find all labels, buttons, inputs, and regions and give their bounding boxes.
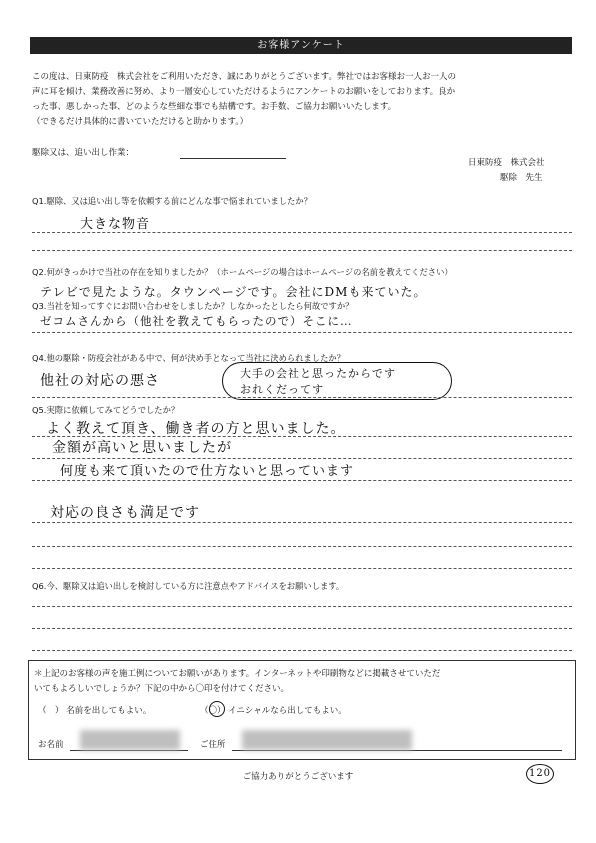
q5-line-4 <box>32 522 572 523</box>
q5-answer-1: よく教えて頂き、働き者の方と思いました。 <box>46 421 346 437</box>
q3-label: Q3.当社を知ってすぐにお問い合わせをしましたか？しなかったとしたら何故ですか？ <box>32 301 354 311</box>
q6-line-1 <box>32 606 572 607</box>
option-initial-mark: （〇） <box>200 706 226 716</box>
option-name-checkbox[interactable] <box>38 704 151 716</box>
intro-line-2: 声に耳を傾け、業務改善に努め、より一層安心していただけるようにアンケートのお願いをしております。良か <box>32 87 456 97</box>
address-redacted <box>242 730 412 750</box>
option-initial-label: イニシャルなら出してもよい。 <box>228 706 347 716</box>
q1-label: Q1.駆除、又は追い出し等を依頼する前にどんな事で悩まれていましたか？ <box>32 196 312 206</box>
consent-line-2: いてもよろしいでしょうか？下記の中から〇印を付けてください。 <box>34 684 290 694</box>
service-label: 駆除又は、追い出し作業： <box>32 148 135 158</box>
q3-line <box>32 332 572 333</box>
intro-note: （できるだけ具体的に書いていただけると助かります。） <box>32 117 249 127</box>
q1-answer: 大きな物音 <box>80 217 151 232</box>
q3-answer: ゼコムさんから（他社を教えてもらったので）そこに… <box>40 314 353 328</box>
intro-text <box>32 70 572 130</box>
option-initial-circle <box>209 701 225 717</box>
page-stamp: 120 <box>526 764 554 784</box>
q4-label: Q4.他の駆除・防疫会社がある中で、何が決め手となって当社に決められましたか？ <box>32 353 345 363</box>
q5-line-3 <box>32 480 572 481</box>
consent-line-1: ＊上記のお客様の声を施工例についてお願いがあります。インターネットや印刷物などに掲載させていただ <box>34 669 441 679</box>
q6-label: Q6.今、駆除又は追い出しを検討している方に注意点やアドバイスをお願いします。 <box>32 581 345 591</box>
name-redacted <box>80 730 180 750</box>
footer-thanks: ご協力ありがとうございます <box>242 772 354 782</box>
q1-line-2 <box>32 250 572 251</box>
q5-answer-2: 金額が高いと思いましたが <box>52 440 232 456</box>
name-label: お名前 <box>38 740 64 750</box>
q5-answer-3: 何度も来て頂いたので仕方ないと思っています <box>60 464 355 479</box>
option-name-mark: （ ） <box>38 706 64 716</box>
option-name-label: 名前を出してもよい。 <box>66 706 152 716</box>
q2-answer: テレビで見たような。タウンページです。会社にDMも来ていた。 <box>40 285 427 299</box>
q2-label: Q2.何がきっかけで当社の存在を知りましたか？（ホームページの場合はホームページの名前を教えてください） <box>32 267 453 277</box>
intro-line-3: った事、悪しかった事、どのような些細な事でも結構です。お手数、ご協力お願いいたします。 <box>32 102 397 112</box>
service-underline <box>180 158 286 159</box>
q5-line-6 <box>32 568 572 569</box>
q4-line <box>32 397 572 398</box>
name-underline <box>70 750 188 751</box>
staff-label: 駆除 先生 <box>500 173 543 183</box>
address-underline <box>232 750 562 751</box>
consent-text <box>34 667 570 697</box>
q6-line-2 <box>32 628 572 629</box>
q5-line-5 <box>32 546 572 547</box>
survey-title: お客様アンケート <box>30 37 572 54</box>
q4-answer: 他社の対応の悪さ <box>40 373 160 389</box>
company-name: 日東防疫 株式会社 <box>468 158 545 168</box>
address-label: ご住所 <box>200 740 226 750</box>
q5-line-2 <box>32 458 572 459</box>
q5-answer-4: 対応の良さも満足です <box>50 505 200 521</box>
intro-line-1: この度は、日東防疫 株式会社をご利用いただき、誠にありがとうございます。弊社ではお客様お一人お一人の <box>32 72 456 82</box>
q1-line-1 <box>32 232 572 233</box>
q5-label: Q5.実際に依頼してみてどうでしたか？ <box>32 405 180 415</box>
q4-note-line-2: おれくだってす <box>240 383 324 396</box>
q4-note-line-1: 大手の会社と思ったからです <box>240 367 396 380</box>
q6-line-3 <box>32 650 572 651</box>
